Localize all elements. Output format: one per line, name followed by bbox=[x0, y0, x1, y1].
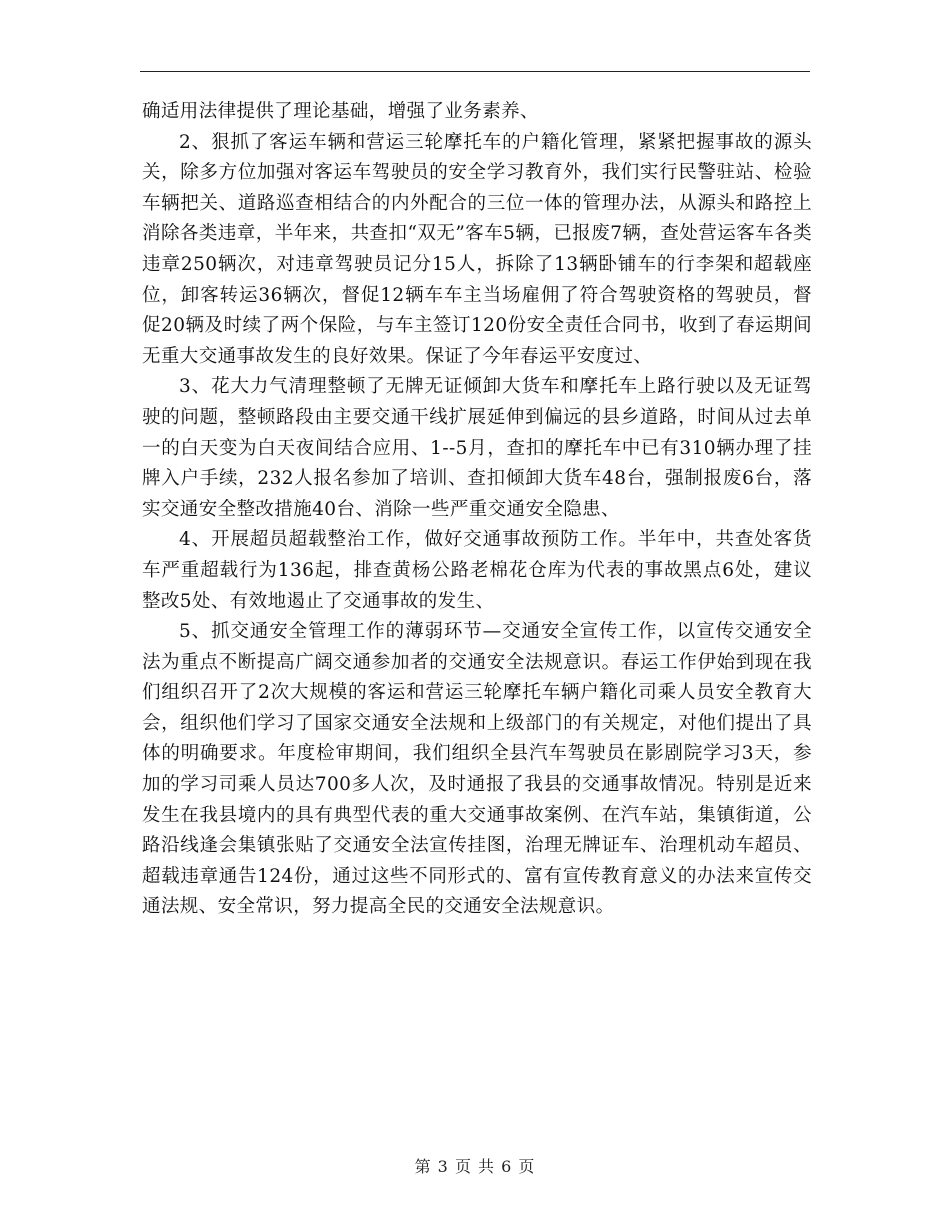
header-rule bbox=[140, 71, 810, 72]
page-number-footer: 第 3 页 共 6 页 bbox=[414, 1157, 536, 1176]
paragraph-item-5: 5、抓交通安全管理工作的薄弱环节—交通安全宣传工作，以宣传交通安全法为重点不断提高广阔交通参加者的交通安全法规意识。春运工作伊始到现在我们组织召开了2次大规模的客运和营运三轮摩托车辆户籍化司乘人员安全教育大会，组织他们学习了国家交通安全法规和上级部门的有关规定，对他们提出了具体的明确要求。年度检审期间，我们组织全县汽车驾驶员在影剧院学习3天，参加的学习司乘人员达700多人次，及时通报了我县的交通事故情况。特别是近来发生在我县境内的具有典型代表的重大交通事故案例、在汽车站，集镇街道，公路沿线逢会集镇张贴了交通安全法宣传挂图，治理无牌证车、治理机动车超员、超载违章通告124份，通过这些不同形式的、富有宣传教育意义的办法来宣传交通法规、安全常识，努力提高全民的交通安全法规意识。 bbox=[142, 621, 812, 918]
document-body bbox=[142, 97, 812, 923]
paragraph-item-2: 2、狠抓了客运车辆和营运三轮摩托车的户籍化管理，紧紧把握事故的源头关，除多方位加强对客运车驾驶员的安全学习教育外，我们实行民警驻站、检验车辆把关、道路巡查相结合的内外配合的三位一体的管理办法，从源头和路控上消除各类违章，半年来，共查扣“双无”客车5辆，已报废7辆，查处营运客车各类违章250辆次，对违章驾驶员记分15人，拆除了13辆卧铺车的行李架和超载座位，卸客转运36辆次，督促12辆车车主当场雇佣了符合驾驶资格的驾驶员，督促20辆及时续了两个保险，与车主签订120份安全责任合同书，收到了春运期间无重大交通事故发生的良好效果。保证了今年春运平安度过、 bbox=[142, 131, 812, 367]
paragraph-item-3: 3、花大力气清理整顿了无牌无证倾卸大货车和摩托车上路行驶以及无证驾驶的问题，整顿路段由主要交通干线扩展延伸到偏远的县乡道路，时间从过去单一的白天变为白天夜间结合应用、1--5月，查扣的摩托车中已有310辆办理了挂牌入户手续，232人报名参加了培训、查扣倾卸大货车48台，强制报废6台，落实交通安全整改措施40台、消除一些严重交通安全隐患、 bbox=[142, 376, 812, 520]
paragraph-item-4: 4、开展超员超载整治工作，做好交通事故预防工作。半年中，共查处客货车严重超载行为136起，排查黄杨公路老棉花仓库为代表的事故黑点6处，建议整改5处、有效地遏止了交通事故的发生、 bbox=[142, 529, 812, 612]
paragraph-continuation: 确适用法律提供了理论基础，增强了业务素养、 bbox=[142, 101, 539, 122]
